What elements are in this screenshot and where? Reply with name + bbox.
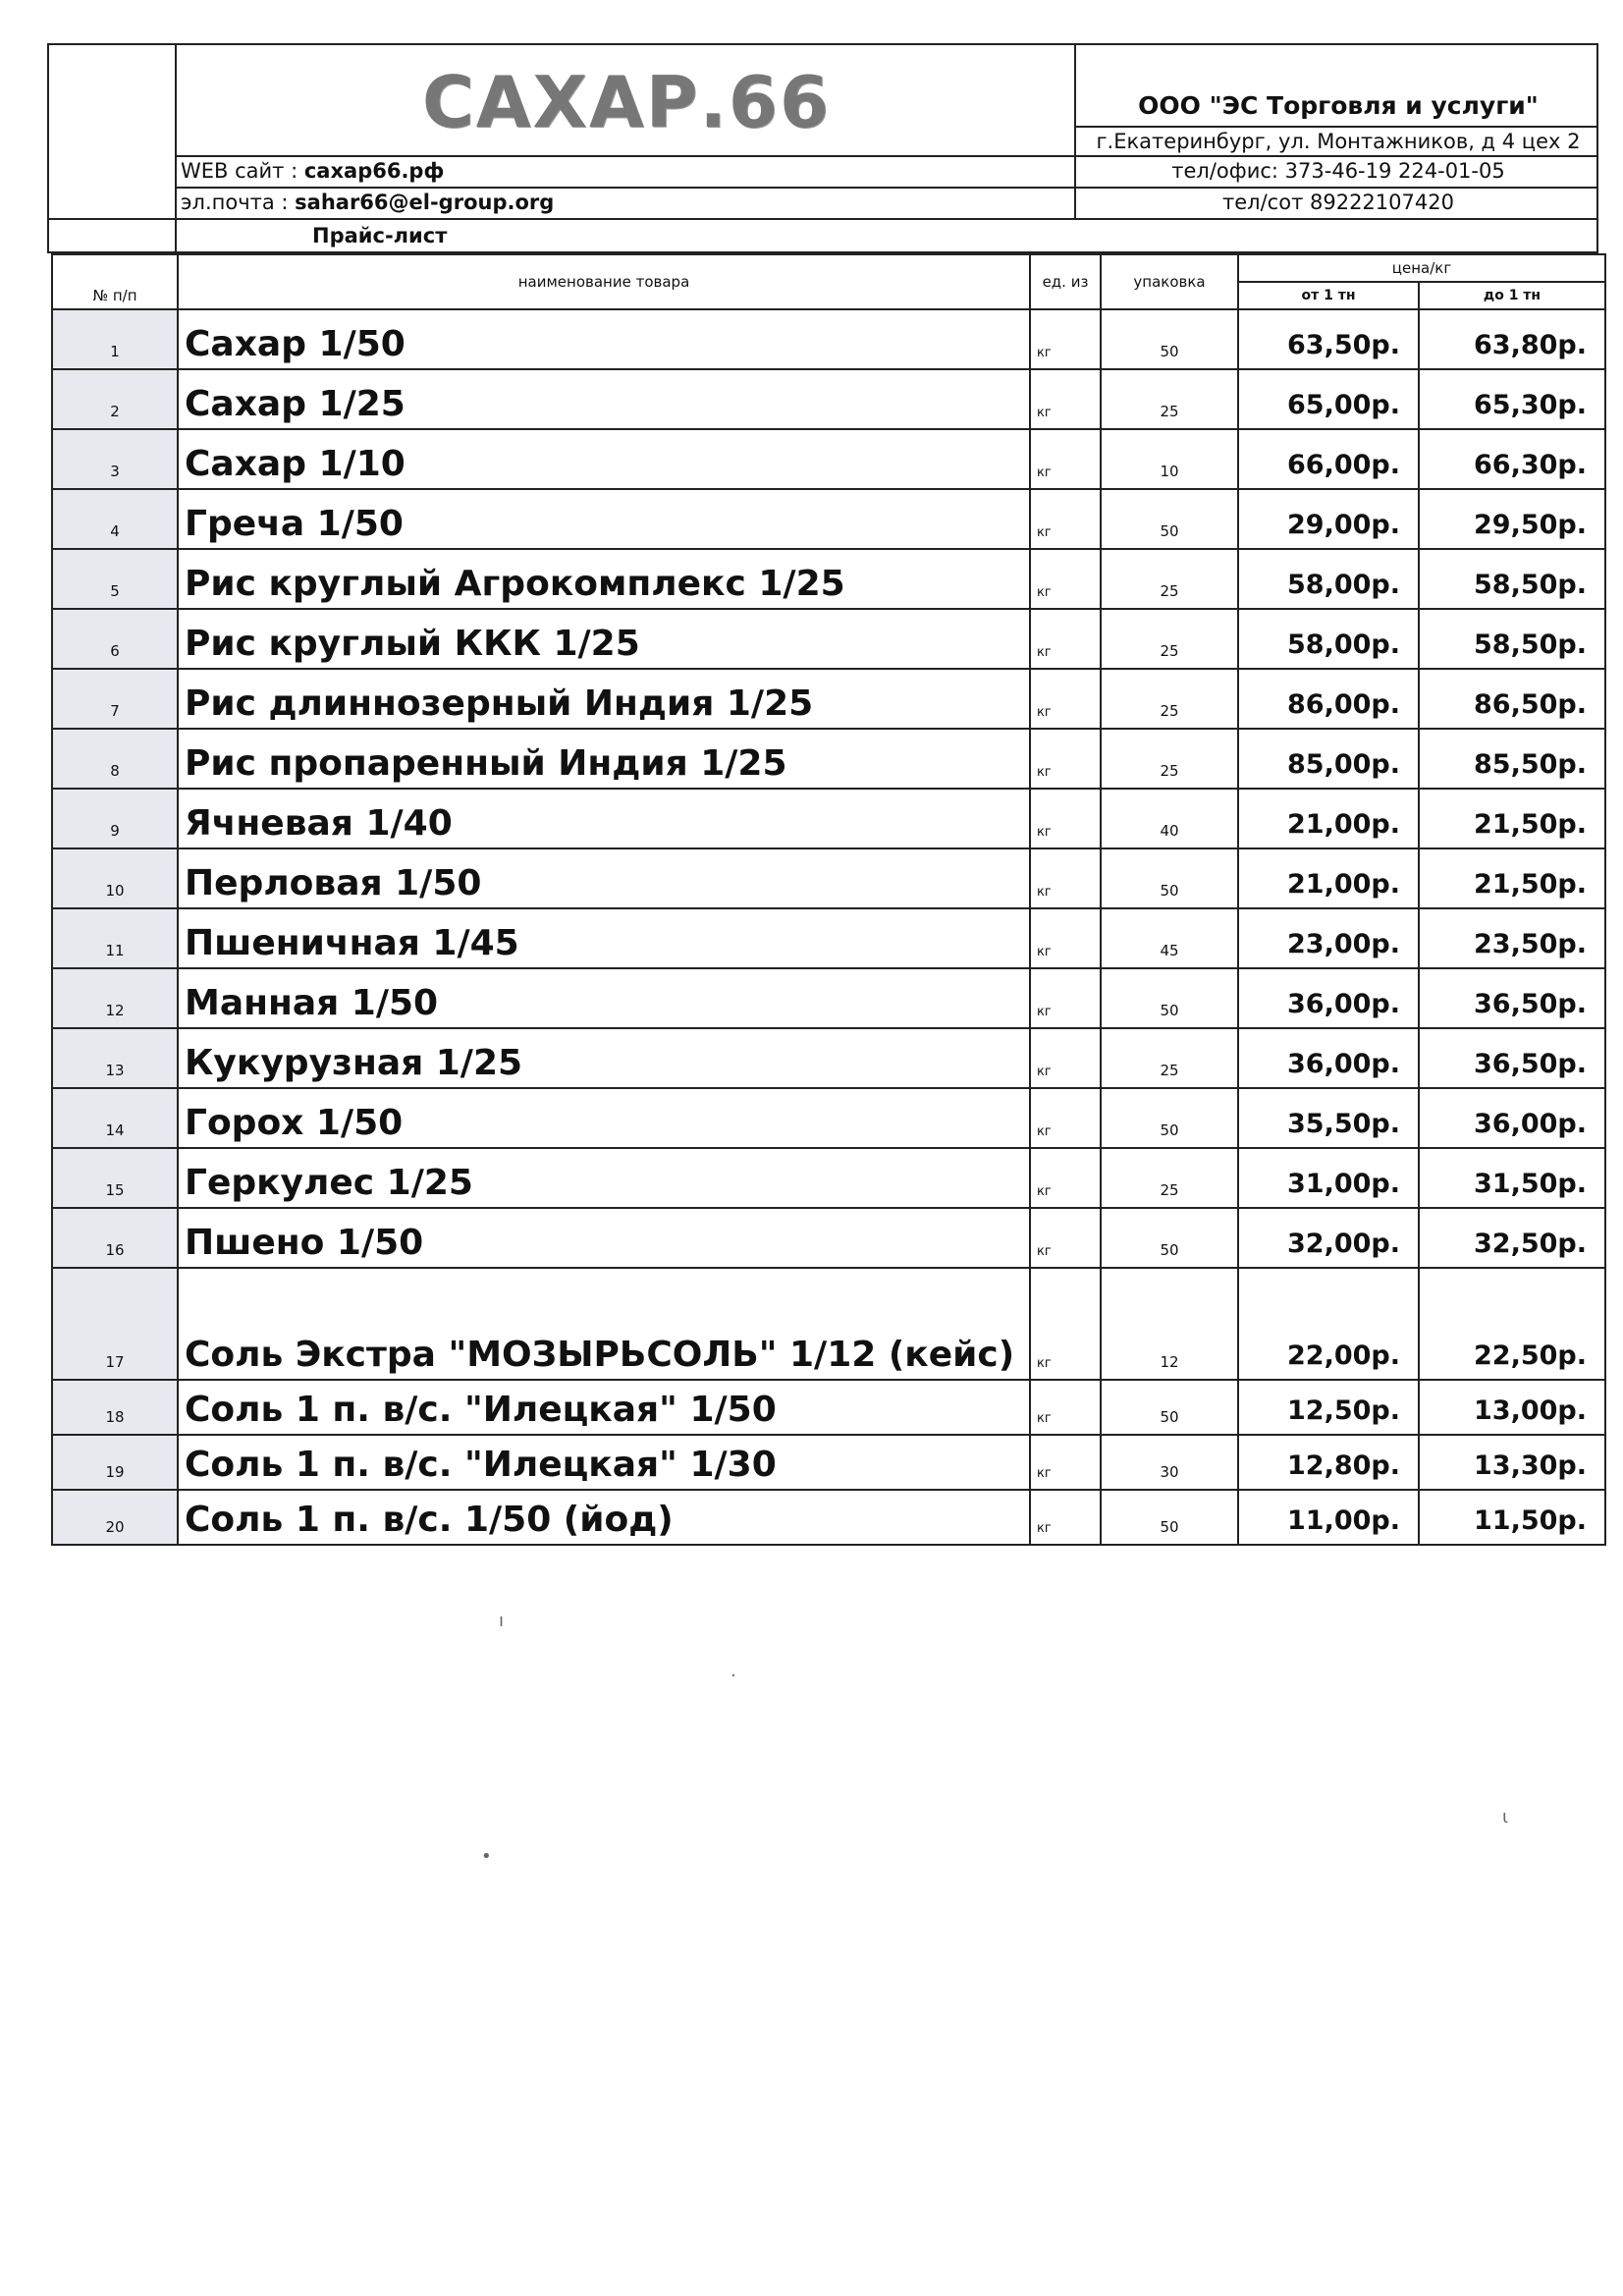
- price-from-cell: 36,00р.: [1238, 968, 1419, 1028]
- price-to-cell: 32,50р.: [1419, 1208, 1605, 1268]
- table-row: [52, 1208, 1605, 1268]
- web-value[interactable]: сахар66.рф: [303, 159, 445, 183]
- row-number: 13: [52, 1028, 178, 1088]
- row-number: 4: [52, 489, 178, 549]
- pack-cell: 25: [1101, 729, 1238, 789]
- price-from-cell: 66,00р.: [1238, 429, 1419, 489]
- row-number: 8: [52, 729, 178, 789]
- product-name: Сахар 1/10: [178, 429, 1030, 489]
- pack-cell: 25: [1101, 1028, 1238, 1088]
- unit-cell: кг: [1030, 1028, 1101, 1088]
- table-row: [52, 669, 1605, 729]
- product-name: Пшеничная 1/45: [178, 908, 1030, 968]
- table-row: [52, 968, 1605, 1028]
- unit-cell: кг: [1030, 429, 1101, 489]
- table-row: [52, 1148, 1605, 1208]
- product-name: Сахар 1/50: [178, 309, 1030, 369]
- pack-cell: 25: [1101, 669, 1238, 729]
- pack-cell: 10: [1101, 429, 1238, 489]
- row-number: 10: [52, 848, 178, 908]
- product-name: Перловая 1/50: [178, 848, 1030, 908]
- unit-cell: кг: [1030, 1268, 1101, 1380]
- price-to-cell: 13,00р.: [1419, 1380, 1605, 1435]
- col-header-unit: ед. из: [1030, 254, 1101, 309]
- product-name: Соль 1 п. в/с. "Илецкая" 1/30: [178, 1435, 1030, 1490]
- price-list-page: [47, 43, 1598, 1546]
- table-row: [52, 429, 1605, 489]
- row-number: 9: [52, 789, 178, 848]
- email-value[interactable]: sahar66@el-group.org: [295, 191, 555, 214]
- price-from-cell: 36,00р.: [1238, 1028, 1419, 1088]
- price-to-cell: 23,50р.: [1419, 908, 1605, 968]
- product-name: Горох 1/50: [178, 1088, 1030, 1148]
- col-header-price: цена/кг: [1238, 254, 1605, 282]
- doc-title: Прайс-лист: [312, 224, 448, 247]
- row-number: 16: [52, 1208, 178, 1268]
- product-name: Соль 1 п. в/с. 1/50 (йод): [178, 1490, 1030, 1545]
- web-label: WEB сайт :: [181, 159, 298, 183]
- unit-cell: кг: [1030, 669, 1101, 729]
- table-row: [52, 1088, 1605, 1148]
- col-header-price-from: от 1 тн: [1238, 282, 1419, 309]
- row-number: 1: [52, 309, 178, 369]
- col-header-price-to: до 1 тн: [1419, 282, 1605, 309]
- table-row: [52, 908, 1605, 968]
- table-row: [52, 609, 1605, 669]
- unit-cell: кг: [1030, 908, 1101, 968]
- product-name: Рис круглый ККК 1/25: [178, 609, 1030, 669]
- row-number: 18: [52, 1380, 178, 1435]
- mobile-phone: тел/сот 89222107420: [1222, 191, 1454, 214]
- row-number: 12: [52, 968, 178, 1028]
- product-name: Сахар 1/25: [178, 369, 1030, 429]
- product-name: Соль Экстра "МОЗЫРЬСОЛЬ" 1/12 (кейс): [178, 1268, 1030, 1380]
- unit-cell: кг: [1030, 1208, 1101, 1268]
- table-row: [52, 789, 1605, 848]
- price-to-cell: 65,30р.: [1419, 369, 1605, 429]
- row-number: 19: [52, 1435, 178, 1490]
- price-from-cell: 12,80р.: [1238, 1435, 1419, 1490]
- pack-cell: 45: [1101, 908, 1238, 968]
- product-name: Пшено 1/50: [178, 1208, 1030, 1268]
- row-number: 14: [52, 1088, 178, 1148]
- unit-cell: кг: [1030, 549, 1101, 609]
- table-row: [52, 729, 1605, 789]
- row-number: 5: [52, 549, 178, 609]
- pack-cell: 50: [1101, 968, 1238, 1028]
- scan-speck: ·: [730, 1666, 736, 1686]
- scan-speck: ı: [499, 1611, 505, 1631]
- pack-cell: 50: [1101, 309, 1238, 369]
- row-number: 3: [52, 429, 178, 489]
- price-to-cell: 22,50р.: [1419, 1268, 1605, 1380]
- price-to-cell: 85,50р.: [1419, 729, 1605, 789]
- product-name: Греча 1/50: [178, 489, 1030, 549]
- row-number: 6: [52, 609, 178, 669]
- pack-cell: 25: [1101, 609, 1238, 669]
- row-number: 17: [52, 1268, 178, 1380]
- price-from-cell: 22,00р.: [1238, 1268, 1419, 1380]
- table-row: [52, 1435, 1605, 1490]
- price-from-cell: 58,00р.: [1238, 549, 1419, 609]
- email-line: [181, 191, 554, 214]
- price-from-cell: 29,00р.: [1238, 489, 1419, 549]
- row-number: 7: [52, 669, 178, 729]
- table-row: [52, 1268, 1605, 1380]
- price-to-cell: 29,50р.: [1419, 489, 1605, 549]
- table-row: [52, 1028, 1605, 1088]
- header-block: [47, 43, 1598, 253]
- price-from-cell: 31,00р.: [1238, 1148, 1419, 1208]
- pack-cell: 50: [1101, 848, 1238, 908]
- row-number: 11: [52, 908, 178, 968]
- col-header-pack: упаковка: [1101, 254, 1238, 309]
- pack-cell: 40: [1101, 789, 1238, 848]
- table-row: [52, 549, 1605, 609]
- pack-cell: 25: [1101, 1148, 1238, 1208]
- table-row: [52, 369, 1605, 429]
- unit-cell: кг: [1030, 789, 1101, 848]
- pack-cell: 50: [1101, 1490, 1238, 1545]
- price-from-cell: 65,00р.: [1238, 369, 1419, 429]
- price-to-cell: 63,80р.: [1419, 309, 1605, 369]
- unit-cell: кг: [1030, 968, 1101, 1028]
- table-row: [52, 309, 1605, 369]
- price-from-cell: 85,00р.: [1238, 729, 1419, 789]
- price-to-cell: 31,50р.: [1419, 1148, 1605, 1208]
- product-name: Кукурузная 1/25: [178, 1028, 1030, 1088]
- price-to-cell: 36,00р.: [1419, 1088, 1605, 1148]
- price-from-cell: 12,50р.: [1238, 1380, 1419, 1435]
- pack-cell: 50: [1101, 1208, 1238, 1268]
- table-row: [52, 1380, 1605, 1435]
- price-to-cell: 21,50р.: [1419, 789, 1605, 848]
- unit-cell: кг: [1030, 309, 1101, 369]
- company-name: ООО "ЭС Торговля и услуги": [1138, 91, 1539, 120]
- row-number: 20: [52, 1490, 178, 1545]
- product-name: Рис длиннозерный Индия 1/25: [178, 669, 1030, 729]
- price-to-cell: 36,50р.: [1419, 968, 1605, 1028]
- pack-cell: 25: [1101, 549, 1238, 609]
- price-from-cell: 21,00р.: [1238, 848, 1419, 908]
- pack-cell: 12: [1101, 1268, 1238, 1380]
- product-name: Рис круглый Агрокомплекс 1/25: [178, 549, 1030, 609]
- price-to-cell: 58,50р.: [1419, 549, 1605, 609]
- scan-speck: •: [481, 1846, 492, 1867]
- web-line: [181, 159, 444, 183]
- pack-cell: 50: [1101, 489, 1238, 549]
- price-from-cell: 23,00р.: [1238, 908, 1419, 968]
- unit-cell: кг: [1030, 489, 1101, 549]
- price-to-cell: 86,50р.: [1419, 669, 1605, 729]
- office-phone: тел/офис: 373-46-19 224-01-05: [1171, 159, 1505, 183]
- price-to-cell: 11,50р.: [1419, 1490, 1605, 1545]
- row-number: 2: [52, 369, 178, 429]
- product-name: Манная 1/50: [178, 968, 1030, 1028]
- price-from-cell: 58,00р.: [1238, 609, 1419, 669]
- product-name: Ячневая 1/40: [178, 789, 1030, 848]
- company-address: г.Екатеринбург, ул. Монтажников, д 4 цех 2: [1096, 130, 1581, 153]
- product-name: Рис пропаренный Индия 1/25: [178, 729, 1030, 789]
- table-row: [52, 848, 1605, 908]
- table-row: [52, 489, 1605, 549]
- unit-cell: кг: [1030, 1490, 1101, 1545]
- email-label: эл.почта :: [181, 191, 289, 214]
- product-name: Геркулес 1/25: [178, 1148, 1030, 1208]
- unit-cell: кг: [1030, 729, 1101, 789]
- unit-cell: кг: [1030, 609, 1101, 669]
- price-from-cell: 32,00р.: [1238, 1208, 1419, 1268]
- price-from-cell: 21,00р.: [1238, 789, 1419, 848]
- price-from-cell: 35,50р.: [1238, 1088, 1419, 1148]
- pack-cell: 50: [1101, 1380, 1238, 1435]
- price-to-cell: 21,50р.: [1419, 848, 1605, 908]
- price-from-cell: 86,00р.: [1238, 669, 1419, 729]
- price-table: [51, 253, 1606, 1546]
- col-header-num: № п/п: [52, 254, 178, 309]
- pack-cell: 50: [1101, 1088, 1238, 1148]
- price-to-cell: 58,50р.: [1419, 609, 1605, 669]
- product-name: Соль 1 п. в/с. "Илецкая" 1/50: [178, 1380, 1030, 1435]
- price-to-cell: 36,50р.: [1419, 1028, 1605, 1088]
- unit-cell: кг: [1030, 1088, 1101, 1148]
- price-to-cell: 13,30р.: [1419, 1435, 1605, 1490]
- table-row: [52, 1490, 1605, 1545]
- pack-cell: 30: [1101, 1435, 1238, 1490]
- unit-cell: кг: [1030, 1380, 1101, 1435]
- unit-cell: кг: [1030, 848, 1101, 908]
- pack-cell: 25: [1101, 369, 1238, 429]
- row-number: 15: [52, 1148, 178, 1208]
- scan-speck: ɩ: [1502, 1807, 1509, 1828]
- price-from-cell: 63,50р.: [1238, 309, 1419, 369]
- unit-cell: кг: [1030, 1435, 1101, 1490]
- col-header-name: наименование товара: [178, 254, 1030, 309]
- price-to-cell: 66,30р.: [1419, 429, 1605, 489]
- price-from-cell: 11,00р.: [1238, 1490, 1419, 1545]
- unit-cell: кг: [1030, 369, 1101, 429]
- unit-cell: кг: [1030, 1148, 1101, 1208]
- company-logo: САХАР.66: [421, 61, 832, 143]
